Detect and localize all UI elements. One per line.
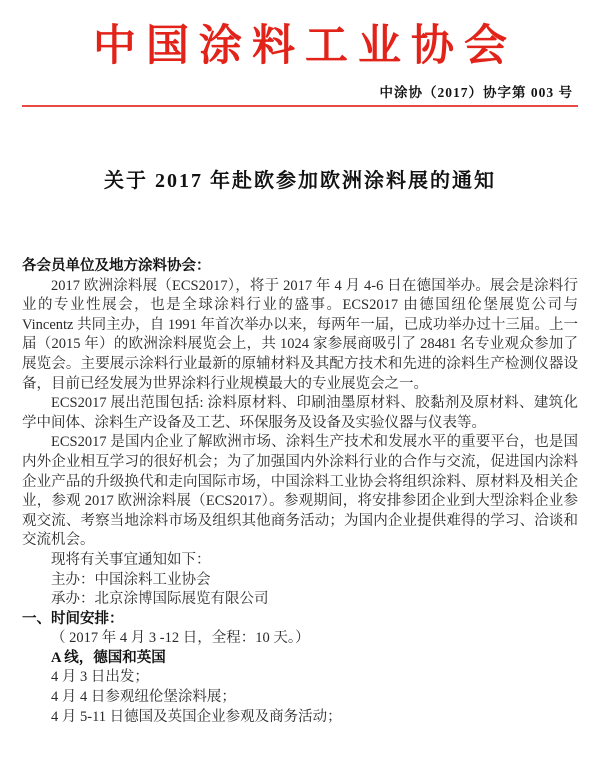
body-paragraph: 2017 欧洲涂料展（ECS2017），将于 2017 年 4 月 4-6 日在德国举办。展会是涂料行业的专业性展会，也是全球涂料行业的盛事。ECS2017 由德国纽伦堡展览公司与 Vincentz 共同主办，自 1991 年首次举办以来，每两年一届，已成功举办过十三届。上一届（2015 年）的欧洲涂料展览会上，共 1024 家参展商吸引了 28481 名专业观众参加了展览会。主要展示涂料行业最新的原辅材料及其配方技术和先进的涂料生产检测仪器设备，目前已经发展为世界涂料行业规模最大的专业展览会之一。: [22, 277, 578, 392]
route-a-label: A 线，德国和英国: [51, 649, 166, 666]
schedule-item: 4 月 4 日参观纽伦堡涂料展；: [51, 689, 236, 706]
notice-title: 关于 2017 年赴欧参加欧洲涂料展的通知: [104, 170, 496, 192]
body-paragraph: ECS2017 是国内企业了解欧洲市场、涂料生产技术和发展水平的重要平台，也是国内外企业相互学习的很好机会；为了加强国内外涂料行业的合作与交流，促进国内涂料企业产品的升级换代和走向国际市场，中国涂料工业协会将组织涂料、原材料及相关企业，参观 2017 欧洲涂料展（ECS2017）。参观期间，将安排参团企业到大型涂料企业参观交流、考察当地涂料市场及组织其他商务活动；为国内企业提供难得的学习、洽谈和交流机会。: [22, 434, 578, 549]
document-page: [0, 24, 600, 775]
schedule-item: 4 月 3 日出发；: [51, 669, 149, 686]
notice-lead-line: 现将有关事宜通知如下：: [51, 551, 211, 568]
document-body: [22, 257, 578, 727]
salutation: 各会员单位及地方涂料协会：: [22, 258, 211, 274]
schedule-item: 4 月 5-11 日德国及英国企业参观及商务活动；: [51, 708, 342, 725]
body-paragraph: ECS2017 展出范围包括: 涂料原材料、印刷油墨原材料、胶黏剂及原材料、建筑化学中间体、涂料生产设备及工艺、环保服务及设备及实验仪器与仪表等。: [22, 395, 578, 431]
doc-number: 中涂协（2017）协字第 003 号: [379, 85, 573, 100]
org-title: 中国涂料工业协会: [93, 23, 517, 70]
header-rule: [22, 105, 578, 107]
host-line: 主办：中国涂料工业协会: [51, 571, 211, 588]
section-heading-time-arrangement: 一、时间安排：: [22, 610, 124, 627]
organizer-line: 承办：北京涂博国际展览有限公司: [51, 591, 269, 608]
schedule-note: （ 2017 年 4 月 3 -12 日，全程：10 天。）: [51, 630, 310, 647]
